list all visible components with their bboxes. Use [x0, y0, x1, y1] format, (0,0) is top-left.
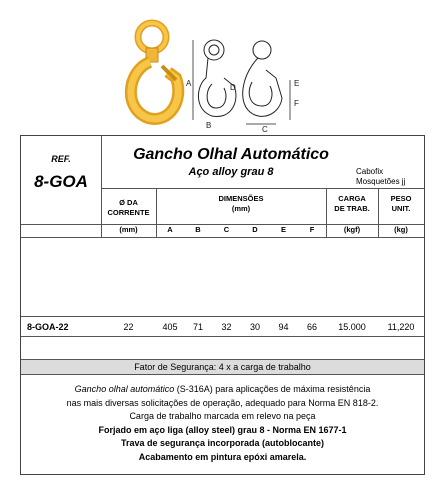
ref-code: 8-GOA: [34, 172, 88, 191]
svg-text:A: A: [186, 79, 192, 88]
row-e: 94: [278, 322, 289, 332]
desc-line5: [31, 437, 414, 451]
unit-f: F: [309, 225, 315, 234]
unit-a: A: [167, 225, 173, 234]
front-view-drawing: [186, 40, 236, 130]
col-diameter-header: [101, 198, 156, 218]
product-sheet: [20, 135, 425, 475]
row-d: 30: [249, 322, 260, 332]
brand-line2: Mosquetões jj: [356, 177, 406, 186]
unit-e: E: [280, 225, 286, 234]
col-weight-line2: UNIT.: [391, 204, 411, 213]
row-c: 32: [221, 322, 232, 332]
col-load-line1: CARGA: [338, 194, 366, 203]
yellow-hook-icon: [131, 23, 178, 119]
desc-line1-italic: Gancho olhal automático: [74, 384, 175, 394]
svg-text:C: C: [262, 125, 268, 134]
unit-c: C: [223, 225, 230, 234]
product-title: Gancho Olhal Automático: [133, 146, 329, 163]
row-b: 71: [192, 322, 203, 332]
row-a: 405: [162, 322, 178, 332]
divider: [101, 188, 424, 189]
desc-line4-bold: Forjado em aço liga (alloy steel) grau 8 - Norma EN 1677-1: [98, 424, 347, 435]
row-weight: 11,220: [387, 322, 415, 332]
col-diameter-line2: CORRENTE: [107, 208, 150, 217]
product-description: [31, 383, 414, 464]
brand-line1: Cabofix: [356, 167, 384, 176]
divider: [21, 316, 424, 317]
row-load: 15.000: [338, 322, 366, 332]
svg-text:E: E: [294, 79, 300, 88]
ref-label: REF.: [51, 154, 71, 164]
desc-line3: Carga de trabalho marcada em relevo na peça: [129, 411, 316, 421]
divider: [21, 237, 424, 238]
desc-line1: [31, 383, 414, 397]
unit-mm: (mm): [119, 225, 138, 234]
row-ref: 8-GOA-22: [27, 322, 69, 332]
divider: [21, 336, 424, 337]
desc-line4: [31, 424, 414, 438]
col-dimensions-line2: (mm): [231, 204, 251, 213]
unit-kgf: (kgf): [343, 225, 361, 234]
row-f: 66: [306, 322, 317, 332]
col-dimensions-line1: DIMENSÕES: [218, 194, 264, 203]
col-dimensions-header: [156, 194, 326, 214]
side-view-drawing: [230, 41, 299, 134]
desc-line6-bold: Acabamento em pintura epóxi amarela.: [138, 451, 307, 462]
row-diameter: 22: [123, 322, 134, 332]
col-load-header: [326, 194, 378, 214]
desc-line1-rest: (S-316A) para aplicações de máxima resistência: [174, 384, 371, 394]
col-diameter-line1: Ø DA: [119, 198, 138, 207]
col-load-line2: DE TRAB.: [334, 204, 370, 213]
col-weight-header: [378, 194, 424, 214]
desc-line2: nas mais diversas solicitações de operação, adequado para Norma EN 818-2.: [66, 397, 379, 408]
desc-line6: [31, 451, 414, 465]
desc-line5-bold: Trava de segurança incorporada (autoblocante): [120, 438, 325, 448]
unit-d: D: [252, 225, 258, 234]
product-subtitle: Aço alloy grau 8: [188, 166, 274, 178]
col-weight-line1: PESO: [390, 194, 412, 203]
divider: [101, 136, 102, 237]
unit-kg: (kg): [394, 225, 408, 234]
unit-b: B: [195, 225, 201, 234]
svg-text:F: F: [294, 99, 299, 108]
safety-factor-bar: Fator de Segurança: 4 x a carga de trabalho: [21, 359, 424, 375]
hook-illustration: [0, 0, 441, 135]
brand-watermark: [356, 167, 426, 187]
svg-text:B: B: [206, 121, 212, 130]
svg-text:D: D: [230, 83, 236, 92]
